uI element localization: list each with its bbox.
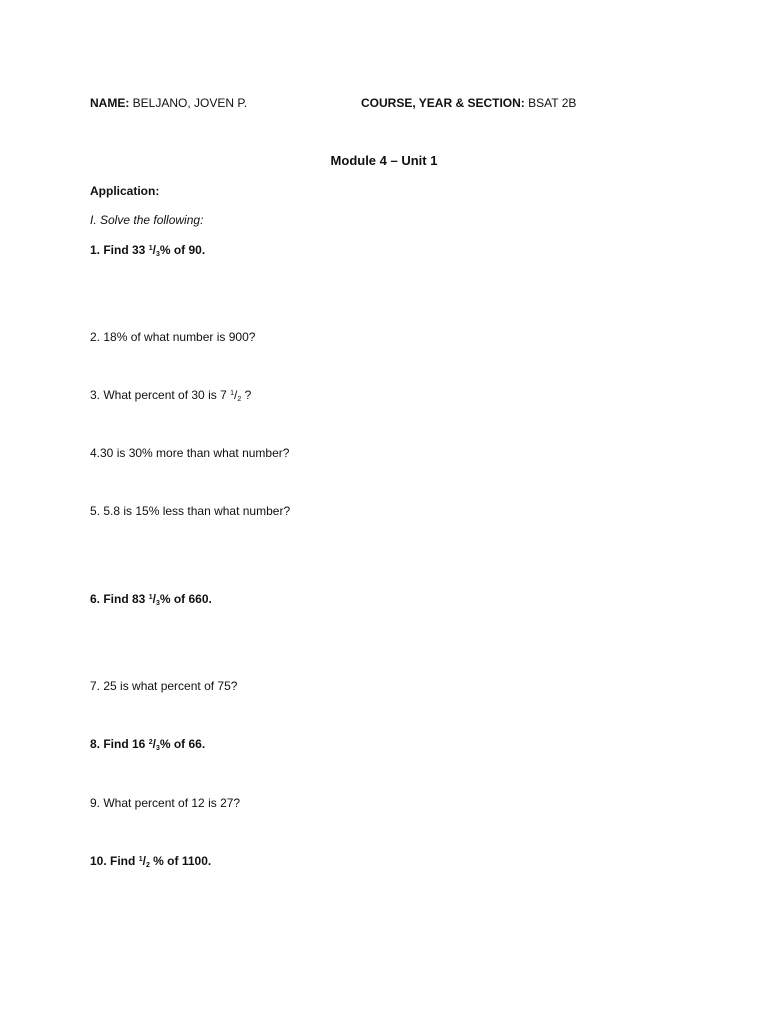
question-10: 10. Find $^1/_2$ % of 1100. [90,854,212,869]
question-2: 2. 18% of what number is 900? [90,330,256,344]
question-3: 3. What percent of 30 is 7 $^1/_2$ ? [90,388,252,403]
question-6: 6. Find 83 $^1/_3\%$ of 660. [90,592,212,607]
question-8: 8. Find 16 $^2/_3\%$ of 66. [90,737,206,752]
page-title: Module 4 – Unit 1 [330,153,438,168]
question-7: 7. 25 is what percent of 75? [90,679,238,693]
section-label: Application: [90,184,160,198]
name-field [90,95,247,111]
name-value: BELJANO, JOVEN P. [132,96,248,110]
name-label: NAME: [90,96,130,110]
course-value: BSAT 2B [528,96,577,110]
question-9: 9. What percent of 12 is 27? [90,796,241,810]
question-5: 5. 5.8 is 15% less than what number? [90,504,291,518]
question-1: 1. Find 33 $^1/_3\%$ of 90. [90,243,206,258]
course-label: COURSE, YEAR & SECTION: [361,96,525,110]
course-field [361,95,576,111]
question-4: 4.30 is 30% more than what number? [90,446,290,460]
instruction-text: I. Solve the following: [90,213,204,227]
